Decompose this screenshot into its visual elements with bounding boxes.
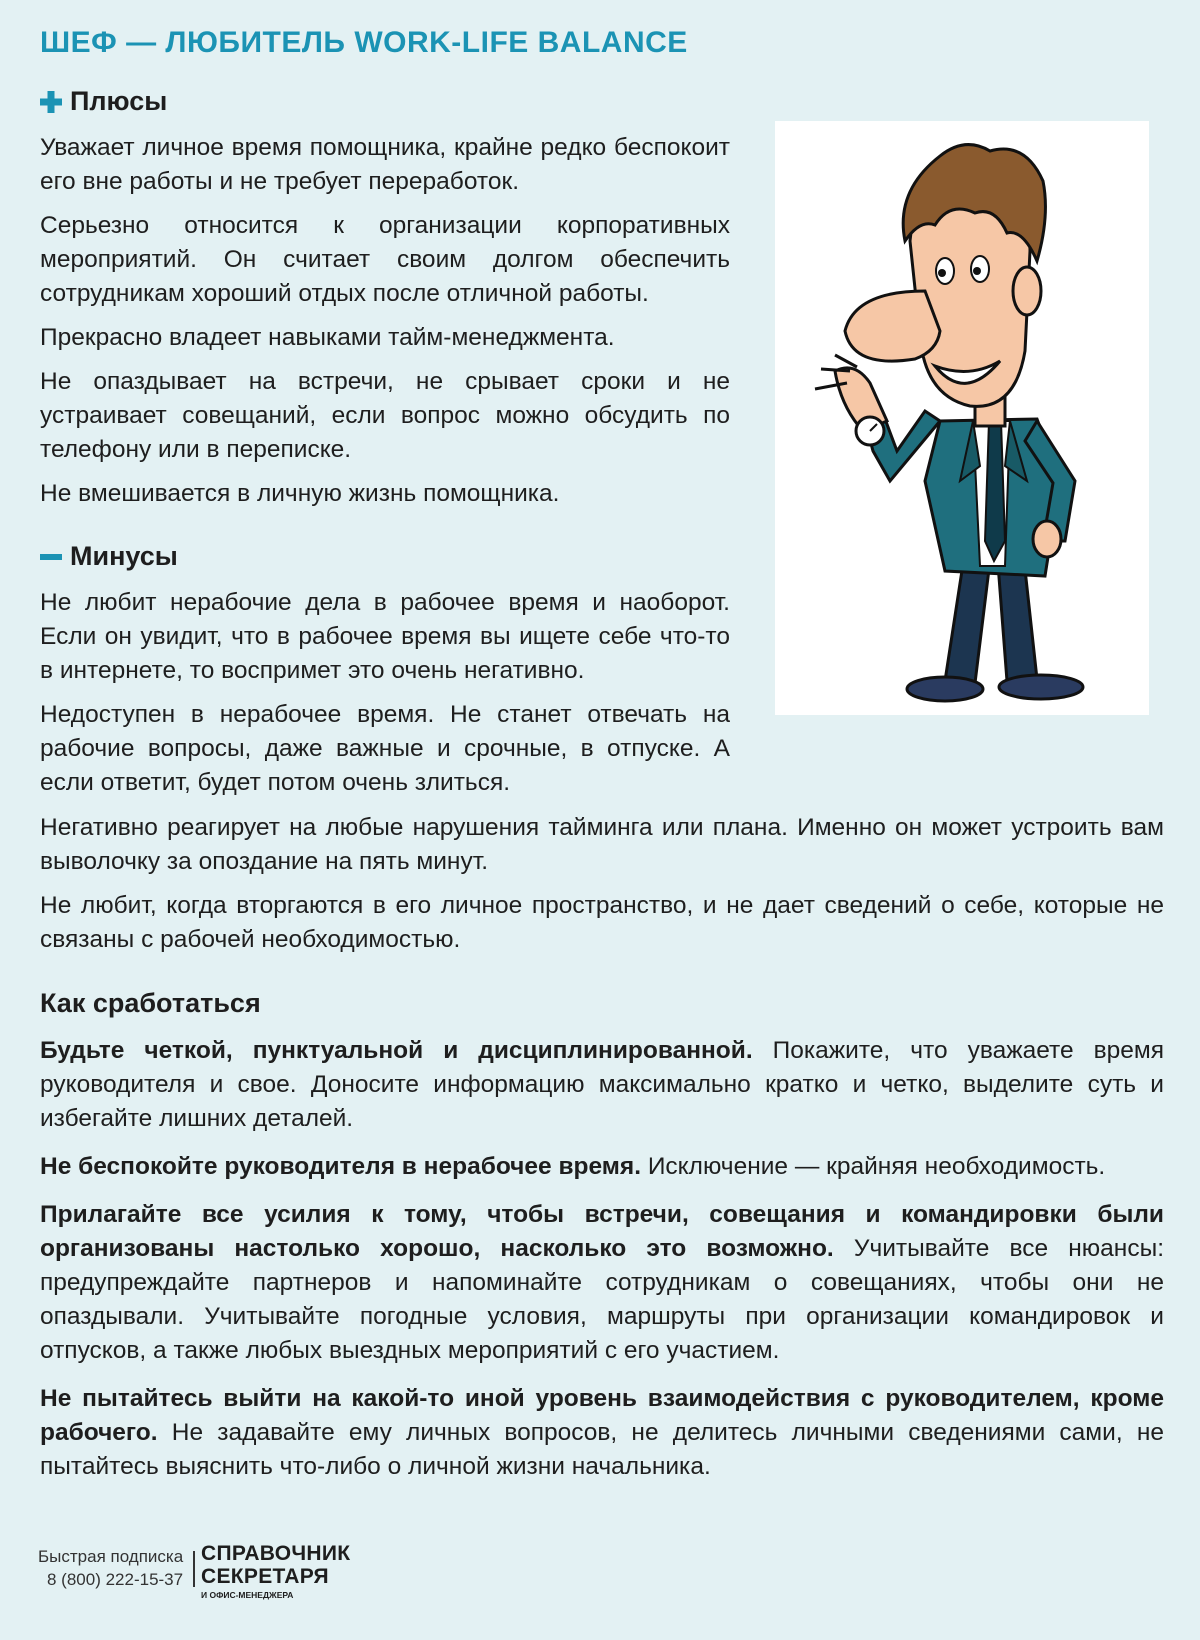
page-title: ШЕФ — ЛЮБИТЕЛЬ WORK-LIFE BALANCE xyxy=(40,26,688,59)
illustration-panel xyxy=(775,121,1149,715)
howto-list xyxy=(40,1034,1164,1498)
advice-item xyxy=(40,1150,1164,1184)
cons-item: Не любит, когда вторгаются в его личное пространство, и не дает сведений о себе, которые не связаны с рабочей необходимостью. xyxy=(40,892,1164,953)
pros-item: Уважает личное время помощника, крайне редко беспокоит его вне работы и не требует переработок. xyxy=(40,134,730,195)
advice-bold: Будьте четкой, пунктуальной и дисциплинированной. xyxy=(40,1037,753,1064)
advice-text: Учитывайте все нюансы: предупреждайте партнеров и напоминайте сотрудникам о совещаниях, чтобы они не опаздывали. Учитывайте погодные условия, маршруты при организации командировок и отпусков, а также любых выездных мероприятий с его участием. xyxy=(40,1235,1165,1364)
cons-list-b xyxy=(40,811,1164,967)
cons-list-a xyxy=(40,586,730,810)
cons-item: Негативно реагирует на любые нарушения тайминга или плана. Именно он может устроить вам выволочку за опоздание на пять минут. xyxy=(40,814,1164,875)
pros-item: Прекрасно владеет навыками тайм-менеджмента. xyxy=(40,324,615,351)
advice-item xyxy=(40,1034,1164,1136)
cons-item: Недоступен в нерабочее время. Не станет отвечать на рабочие вопросы, даже важные и срочные, в отпуске. А если ответит, будет потом очень злиться. xyxy=(40,701,730,796)
footer-divider xyxy=(193,1551,195,1587)
brand-line-1: СПРАВОЧНИК xyxy=(201,1542,351,1565)
cons-heading xyxy=(40,541,178,572)
advice-item xyxy=(40,1382,1164,1484)
pros-item: Не вмешивается в личную жизнь помощника. xyxy=(40,480,560,507)
subscription-label: Быстрая подписка xyxy=(38,1547,184,1566)
advice-text: Исключение — крайняя необходимость. xyxy=(641,1153,1106,1180)
pros-heading xyxy=(40,86,167,117)
howto-heading-label: Как сработаться xyxy=(40,988,261,1018)
advice-bold: Прилагайте все усилия к тому, чтобы встречи, совещания и командировки были организованы настолько хорошо, насколько это возможно. xyxy=(40,1201,1164,1262)
pros-heading-label: Плюсы xyxy=(70,86,168,116)
cons-heading-label: Минусы xyxy=(70,541,178,571)
brand-line-2: СЕКРЕТАРЯ xyxy=(201,1565,329,1588)
advice-text: Не задавайте ему личных вопросов, не делитесь личными сведениями сами, не пытайтесь выяснить что-либо о личной жизни начальника. xyxy=(40,1419,1164,1480)
pros-list xyxy=(40,131,730,521)
advice-bold: Не пытайтесь выйти на какой-то иной уровень взаимодействия с руководителем, кроме рабочего. xyxy=(40,1385,1164,1446)
pros-item: Не опаздывает на встречи, не срывает сроки и не устраивает совещаний, если вопрос можно обсудить по телефону или в переписке. xyxy=(40,368,730,463)
subscription-phone: 8 (800) 222-15-37 xyxy=(47,1570,184,1589)
brand-line-3: И ОФИС-МЕНЕДЖЕРА xyxy=(201,1590,294,1600)
minus-icon xyxy=(40,546,62,568)
cartoon-man-illustration xyxy=(775,121,1149,715)
pros-item: Серьезно относится к организации корпоративных мероприятий. Он считает своим долгом обеспечить сотрудникам хороший отдых после отличной работы. xyxy=(40,212,730,307)
howto-heading xyxy=(40,988,261,1019)
plus-icon xyxy=(40,91,62,113)
advice-bold: Не беспокойте руководителя в нерабочее время. xyxy=(40,1153,642,1180)
advice-item xyxy=(40,1198,1164,1368)
advice-text: Покажите, что уважаете время руководителя и свое. Доносите информацию максимально кратко и четко, выделите суть и избегайте лишних деталей. xyxy=(40,1037,1164,1132)
cons-item: Не любит нерабочие дела в рабочее время и наоборот. Если он увидит, что в рабочее время вы ищете себе что-то в интернете, то воспримет это очень негативно. xyxy=(40,589,730,684)
